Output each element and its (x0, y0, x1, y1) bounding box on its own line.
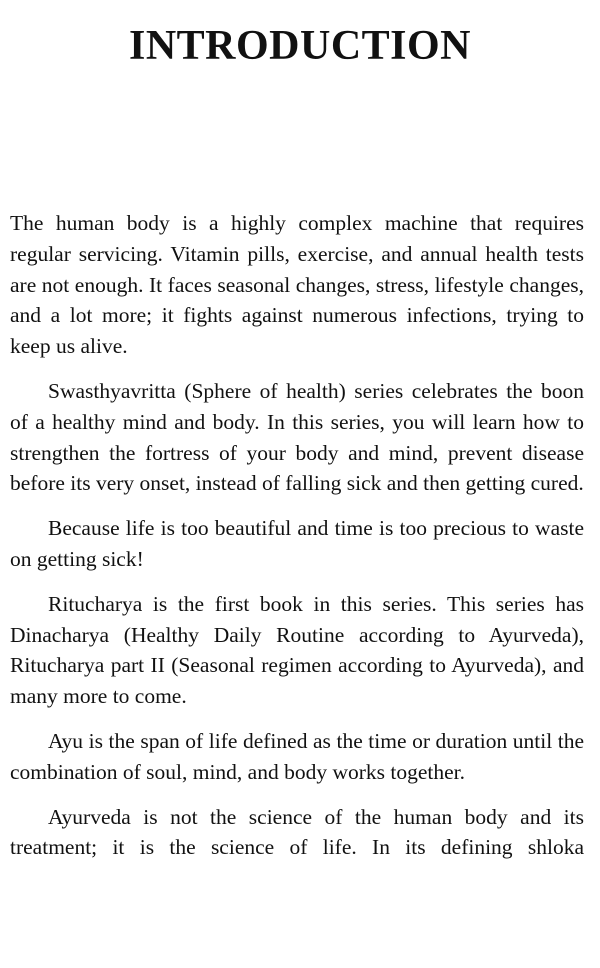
paragraph: Ayu is the span of life defined as the time or duration until the combination of soul, mind, and body works together. (10, 728, 584, 784)
paragraph: Swasthyavritta (Sphere of health) series celebrates the boon of a healthy mind and body. In this series, you will learn how to strengthen the fortress of your body and mind, prevent disease before its very onset, instead of falling sick and then getting cured. (10, 378, 584, 496)
chapter-title: INTRODUCTION (128, 23, 472, 69)
paragraph: Ritucharya is the first book in this series. This series has Dinacharya (Healthy Daily Routine according to Ayurveda), Ritucharya part II (Seasonal regimen according to Ayurveda), and many more to come. (10, 591, 584, 709)
paragraph: The human body is a highly complex machine that requires regular servicing. Vitamin pills, exercise, and annual health tests are not enough. It faces seasonal changes, stress, lifestyle changes, and a lot more; it fights against numerous infections, trying to keep us alive. (10, 211, 584, 359)
chapter-body (10, 208, 584, 863)
paragraph: Ayurveda is not the science of the human body and its treatment; it is the science of life. In its defining shloka (10, 804, 584, 860)
paragraph: Because life is too beautiful and time is too precious to waste on getting sick! (10, 516, 584, 571)
